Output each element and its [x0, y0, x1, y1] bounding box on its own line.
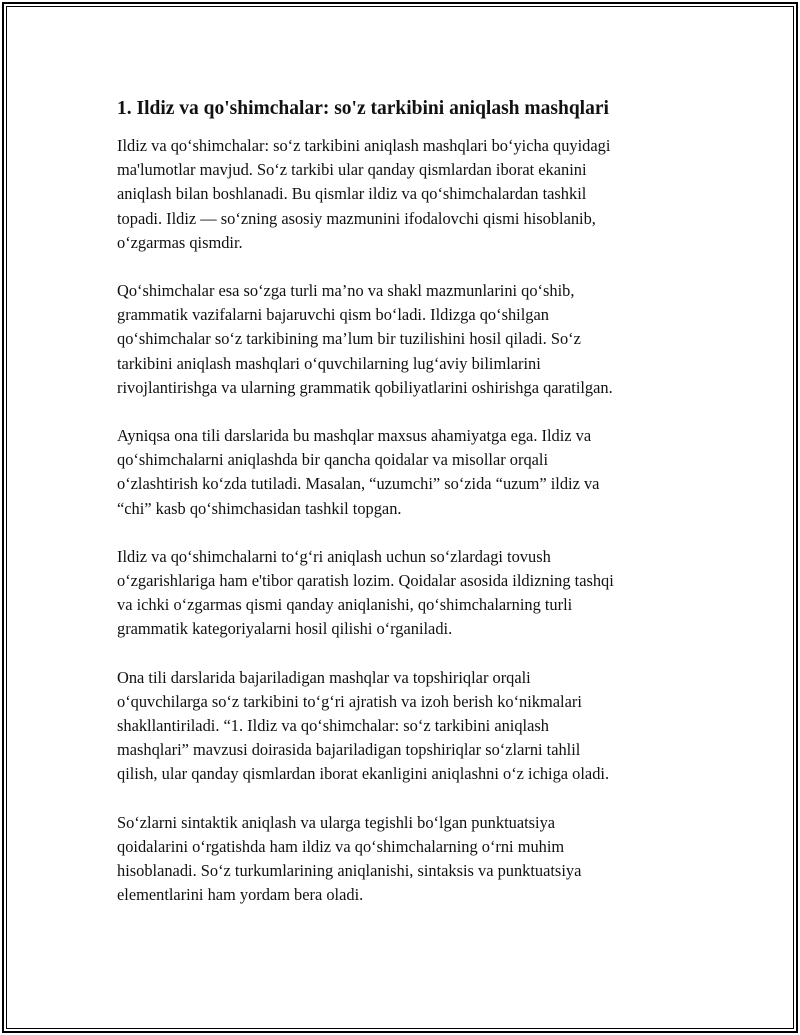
paragraph-line: Ayniqsa ona tili darslarida bu mashqlar maxsus ahamiyatga ega. Ildiz va	[117, 426, 592, 446]
paragraph-line: va ichki o‘zgarmas qismi qanday aniqlanishi, qo‘shimchalarning turli	[117, 595, 573, 615]
paragraph-line: grammatik kategoriyalarni hosil qilishi o‘rganiladi.	[117, 619, 453, 639]
paragraph-2	[117, 279, 692, 400]
paragraph-line: o‘zgarishlariga ham e'tibor qaratish lozim. Qoidalar asosida ildizning tashqi	[117, 571, 614, 591]
document-body	[117, 96, 692, 931]
document-title: 1. Ildiz va qo'shimchalar: so'z tarkibini aniqlash mashqlari	[117, 98, 609, 119]
paragraph-6	[117, 811, 692, 908]
paragraph-line: o‘zlashtirish ko‘zda tutiladi. Masalan, “uzumchi” so‘zida “uzum” ildiz va	[117, 474, 600, 494]
paragraph-line: grammatik vazifalarni bajaruvchi qism bo‘ladi. Ildizga qo‘shilgan	[117, 305, 549, 325]
paragraph-line: ma'lumotlar mavjud. So‘z tarkibi ular qanday qismlardan iborat ekanini	[117, 160, 587, 180]
paragraph-line: Ona tili darslarida bajariladigan mashqlar va topshiriqlar orqali	[117, 667, 531, 687]
paragraph-line: qilish, ular qanday qismlardan iborat ekanligini aniqlashni o‘z ichiga oladi.	[117, 764, 610, 784]
paragraph-3	[117, 424, 692, 521]
paragraph-line: qoidalarini o‘rgatishda ham ildiz va qo‘shimchalarning o‘rni muhim	[117, 836, 565, 856]
paragraph-line: qo‘shimchalar so‘z tarkibining ma’lum bir tuzilishini hosil qiladi. So‘z	[117, 329, 581, 349]
paragraph-line: “chi” kasb qo‘shimchasidan tashkil topgan.	[117, 498, 402, 518]
paragraph-1	[117, 134, 692, 255]
paragraph-line: Qo‘shimchalar esa so‘zga turli ma’no va shakl mazmunlarini qo‘shib,	[117, 281, 575, 301]
paragraph-line: aniqlash bilan boshlanadi. Bu qismlar ildiz va qo‘shimchalardan tashkil	[117, 184, 587, 204]
paragraph-line: hisoblanadi. So‘z turkumlarining aniqlanishi, sintaksis va punktuatsiya	[117, 861, 582, 881]
paragraph-line: o‘quvchilarga so‘z tarkibini to‘g‘ri ajratish va izoh berish ko‘nikmalari	[117, 691, 582, 711]
paragraph-line: Ildiz va qo‘shimchalarni to‘g‘ri aniqlash uchun so‘zlardagi tovush	[117, 546, 551, 566]
document-page	[2, 2, 798, 1033]
paragraph-line: rivojlantirishga va ularning grammatik qobiliyatlarini oshirishga qaratilgan.	[117, 377, 613, 397]
paragraph-line: tarkibini aniqlash mashqlari o‘quvchilarning lug‘aviy bilimlarini	[117, 353, 541, 373]
paragraph-line: o‘zgarmas qismdir.	[117, 232, 243, 252]
paragraph-line: Ildiz va qo‘shimchalar: so‘z tarkibini aniqlash mashqlari bo‘yicha quyidagi	[117, 136, 611, 155]
paragraph-line: So‘zlarni sintaktik aniqlash va ularga tegishli bo‘lgan punktuatsiya	[117, 812, 556, 832]
paragraph-line: qo‘shimchalarni aniqlashda bir qancha qoidalar va misollar orqali	[117, 450, 549, 470]
paragraph-5	[117, 666, 692, 787]
paragraph-4	[117, 545, 692, 642]
paragraph-line: mashqlari” mavzusi doirasida bajariladigan topshiriqlar so‘zlarni tahlil	[117, 740, 581, 760]
paragraph-line: topadi. Ildiz — so‘zning asosiy mazmunini ifodalovchi qismi hisoblanib,	[117, 208, 596, 228]
paragraph-line: shakllantiriladi. “1. Ildiz va qo‘shimchalar: so‘z tarkibini aniqlash	[117, 716, 549, 736]
paragraph-line: elementlarini ham yordam bera oladi.	[117, 885, 364, 905]
